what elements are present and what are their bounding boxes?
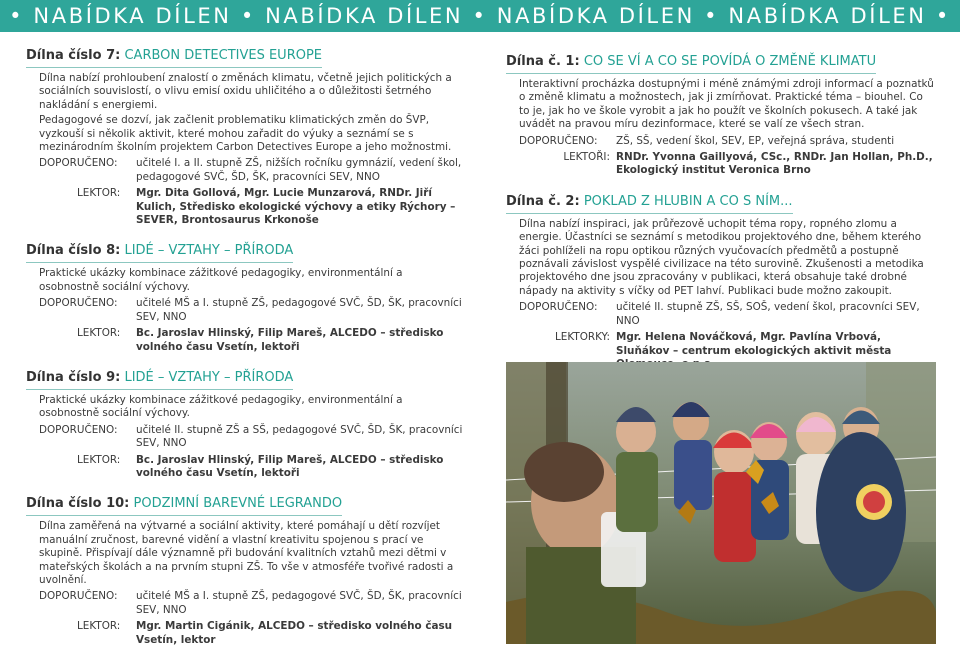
- description: Interaktivní procházka dostupnými i méně známými zdroji informací a poznatků o změně klimatu a možnostech, jak ji zmírňovat. Praktické téma – biouhel. Co to je, jak ho ve škole vyrobit a jak ho použít ve školních pokusech. A také jak uvádět na pravou míru dezinformace, které se valí ze všech stran.: [519, 78, 934, 131]
- workshop-10: [26, 492, 464, 650]
- banner-text: • NABÍDKA DÍLEN • NABÍDKA DÍLEN • NABÍDKA DÍLEN • NABÍDKA DÍLEN •: [9, 4, 951, 28]
- photo-illustration: [506, 362, 936, 644]
- workshop-name: POKLAD Z HLUBIN A CO S NÍM...: [583, 193, 793, 209]
- recommended-label: DOPORUČENO:: [39, 297, 118, 310]
- lector-label: LEKTOŘI:: [563, 151, 610, 164]
- workshop-9: [26, 366, 464, 483]
- left-column: [26, 44, 464, 659]
- lector-value: RNDr. Yvonna Gaillyová, CSc., RNDr. Jan Hollan, Ph.D., Ekologický institut Veronica Brno: [616, 151, 933, 177]
- description: Praktické ukázky kombinace zážitkové pedagogiky, environmentální a osobnostně sociální výchovy.: [39, 267, 403, 293]
- children-outdoor-photo: [506, 362, 936, 644]
- recommended-value: učitelé MŠ a I. stupně ZŠ, pedagogové SVČ, ŠD, ŠK, pracovníci SEV, NNO: [136, 590, 462, 616]
- recommended-value: učitelé MŠ a I. stupně ZŠ, pedagogové SVČ, ŠD, ŠK, pracovníci SEV, NNO: [136, 297, 462, 323]
- right-column: [506, 50, 936, 383]
- description: Dílna nabízí prohloubení znalostí o změnách klimatu, včetně jejich politických a sociálních souvislostí, o vlivu emisí oxidu uhličitého a o důležitosti šetrného nakládání s energiemi.: [39, 72, 452, 111]
- recommended-value: učitelé II. stupně ZŠ, SŠ, SOŠ, vedení škol, pracovníci SEV, NNO: [616, 301, 920, 327]
- workshop-title: [26, 48, 322, 68]
- workshop-name: CARBON DETECTIVES EUROPE: [124, 48, 323, 63]
- recommended-value: ZŠ, SŠ, vedení škol, SEV, EP, veřejná správa, studenti: [616, 134, 895, 147]
- workshop-number: Dílna číslo 7:: [26, 48, 121, 63]
- workshop-number: Dílna číslo 10:: [26, 496, 130, 512]
- lector-label: LEKTOR:: [77, 620, 121, 633]
- workshop-title: [506, 54, 876, 74]
- description: Dílna zaměřená na výtvarné a sociální aktivity, které pomáhají u dětí rozvíjet manuální zručnost, barevné vidění a vlastní kreativitu spojenou s prací ve skupině. Přispívají dále významně při budování kvalitních vztahů mezi dětmi v mateřských školách a na prvním stupni ZŠ. To vše v atmosféře tvořivé radosti a uvolnění.: [39, 520, 454, 586]
- lector-label: LEKTOR:: [77, 187, 121, 200]
- workshop-7: [26, 44, 464, 230]
- workshop-title: [26, 243, 293, 263]
- lector-label: LEKTORKY:: [554, 331, 610, 344]
- workshop-number: Dílna číslo 8:: [26, 243, 121, 259]
- workshop-title: [26, 496, 342, 516]
- lector-label: LEKTOR:: [77, 327, 121, 340]
- recommended-label: DOPORUČENO:: [39, 157, 118, 170]
- lector-value: Bc. Jaroslav Hlinský, Filip Mareš, ALCEDO – středisko volného času Vsetín, lektoři: [136, 327, 444, 353]
- header-banner: [0, 0, 960, 32]
- workshop-name: PODZIMNÍ BAREVNÉ LEGRANDO: [133, 496, 343, 512]
- lector-label: LEKTOR:: [77, 453, 121, 466]
- lector-value: Mgr. Dita Gollová, Mgr. Lucie Munzarová, RNDr. Jiří Kulich, Středisko ekologické výchovy a etiky Rýchory – SEVER, Brontosaurus Krkonoše: [136, 187, 456, 227]
- workshop-name: LIDÉ – VZTAHY – PŘÍRODA: [124, 369, 294, 385]
- recommended-label: DOPORUČENO:: [39, 423, 118, 436]
- recommended-label: DOPORUČENO:: [39, 590, 118, 603]
- recommended-value: učitelé II. stupně ZŠ a SŠ, pedagogové SVČ, ŠD, ŠK, pracovníci SEV, NNO: [136, 423, 463, 450]
- lector-value: Bc. Jaroslav Hlinský, Filip Mareš, ALCEDO – středisko volného času Vsetín, lektoři: [136, 453, 444, 479]
- workshop-number: Dílna č. 2:: [506, 193, 580, 209]
- workshop-name: LIDÉ – VZTAHY – PŘÍRODA: [124, 243, 294, 259]
- workshop-8: [26, 239, 464, 356]
- lector-value: Mgr. Helena Nováčková, Mgr. Pavlína Vrbová, Sluňákov – centrum ekologických aktivit města: [616, 331, 892, 357]
- workshop-1: [506, 50, 936, 181]
- workshop-2: [506, 190, 936, 374]
- recommended-label: DOPORUČENO:: [519, 301, 598, 314]
- workshop-name: CO SE VÍ A CO SE POVÍDÁ O ZMĚNĚ KLIMATU: [583, 54, 877, 69]
- lector-value: Mgr. Martin Cigánik, ALCEDO – středisko volného času Vsetín, lektor: [136, 620, 453, 646]
- workshop-title: [506, 194, 793, 214]
- description: Pedagogové se dozví, jak začlenit problematiku klimatických změn do ŠVP, vyzkouší si několik aktivit, které mohou zařadit do výuky a seznámí se s mezinárodním školním projektem Carbon Detectives Europe a jeho možnostmi.: [39, 114, 452, 154]
- description: Praktické ukázky kombinace zážitkové pedagogiky, environmentální a osobnostně sociální výchovy.: [39, 393, 403, 420]
- recommended-value: učitelé I. a II. stupně ZŠ, nižších ročníku gymnázií, vedení škol, pedagogové SVČ, ŠD, ŠK, pracovníci SEV, NNO: [136, 157, 462, 183]
- workshop-number: Dílna číslo 9:: [26, 369, 121, 385]
- description: Dílna nabízí inspiraci, jak průřezově uchopit téma ropy, ropného zlomu a energie. Účastníci se seznámí s metodikou projektového dne, během kterého žáci pohlíželi na ropu optikou různých vyučovacích předmětů a postupně poznávali závislost vyspělé civilizace na této surovině. Zkušenosti a metodika projektového dne jsou zpracovány v publikaci, která obsahuje také drobné nápady na aktivity s víčky od PET lahví. Publikaci bude možno zakoupit.: [519, 217, 924, 297]
- workshop-number: Dílna č. 1:: [506, 54, 580, 69]
- workshop-title: [26, 370, 293, 390]
- recommended-label: DOPORUČENO:: [519, 134, 598, 147]
